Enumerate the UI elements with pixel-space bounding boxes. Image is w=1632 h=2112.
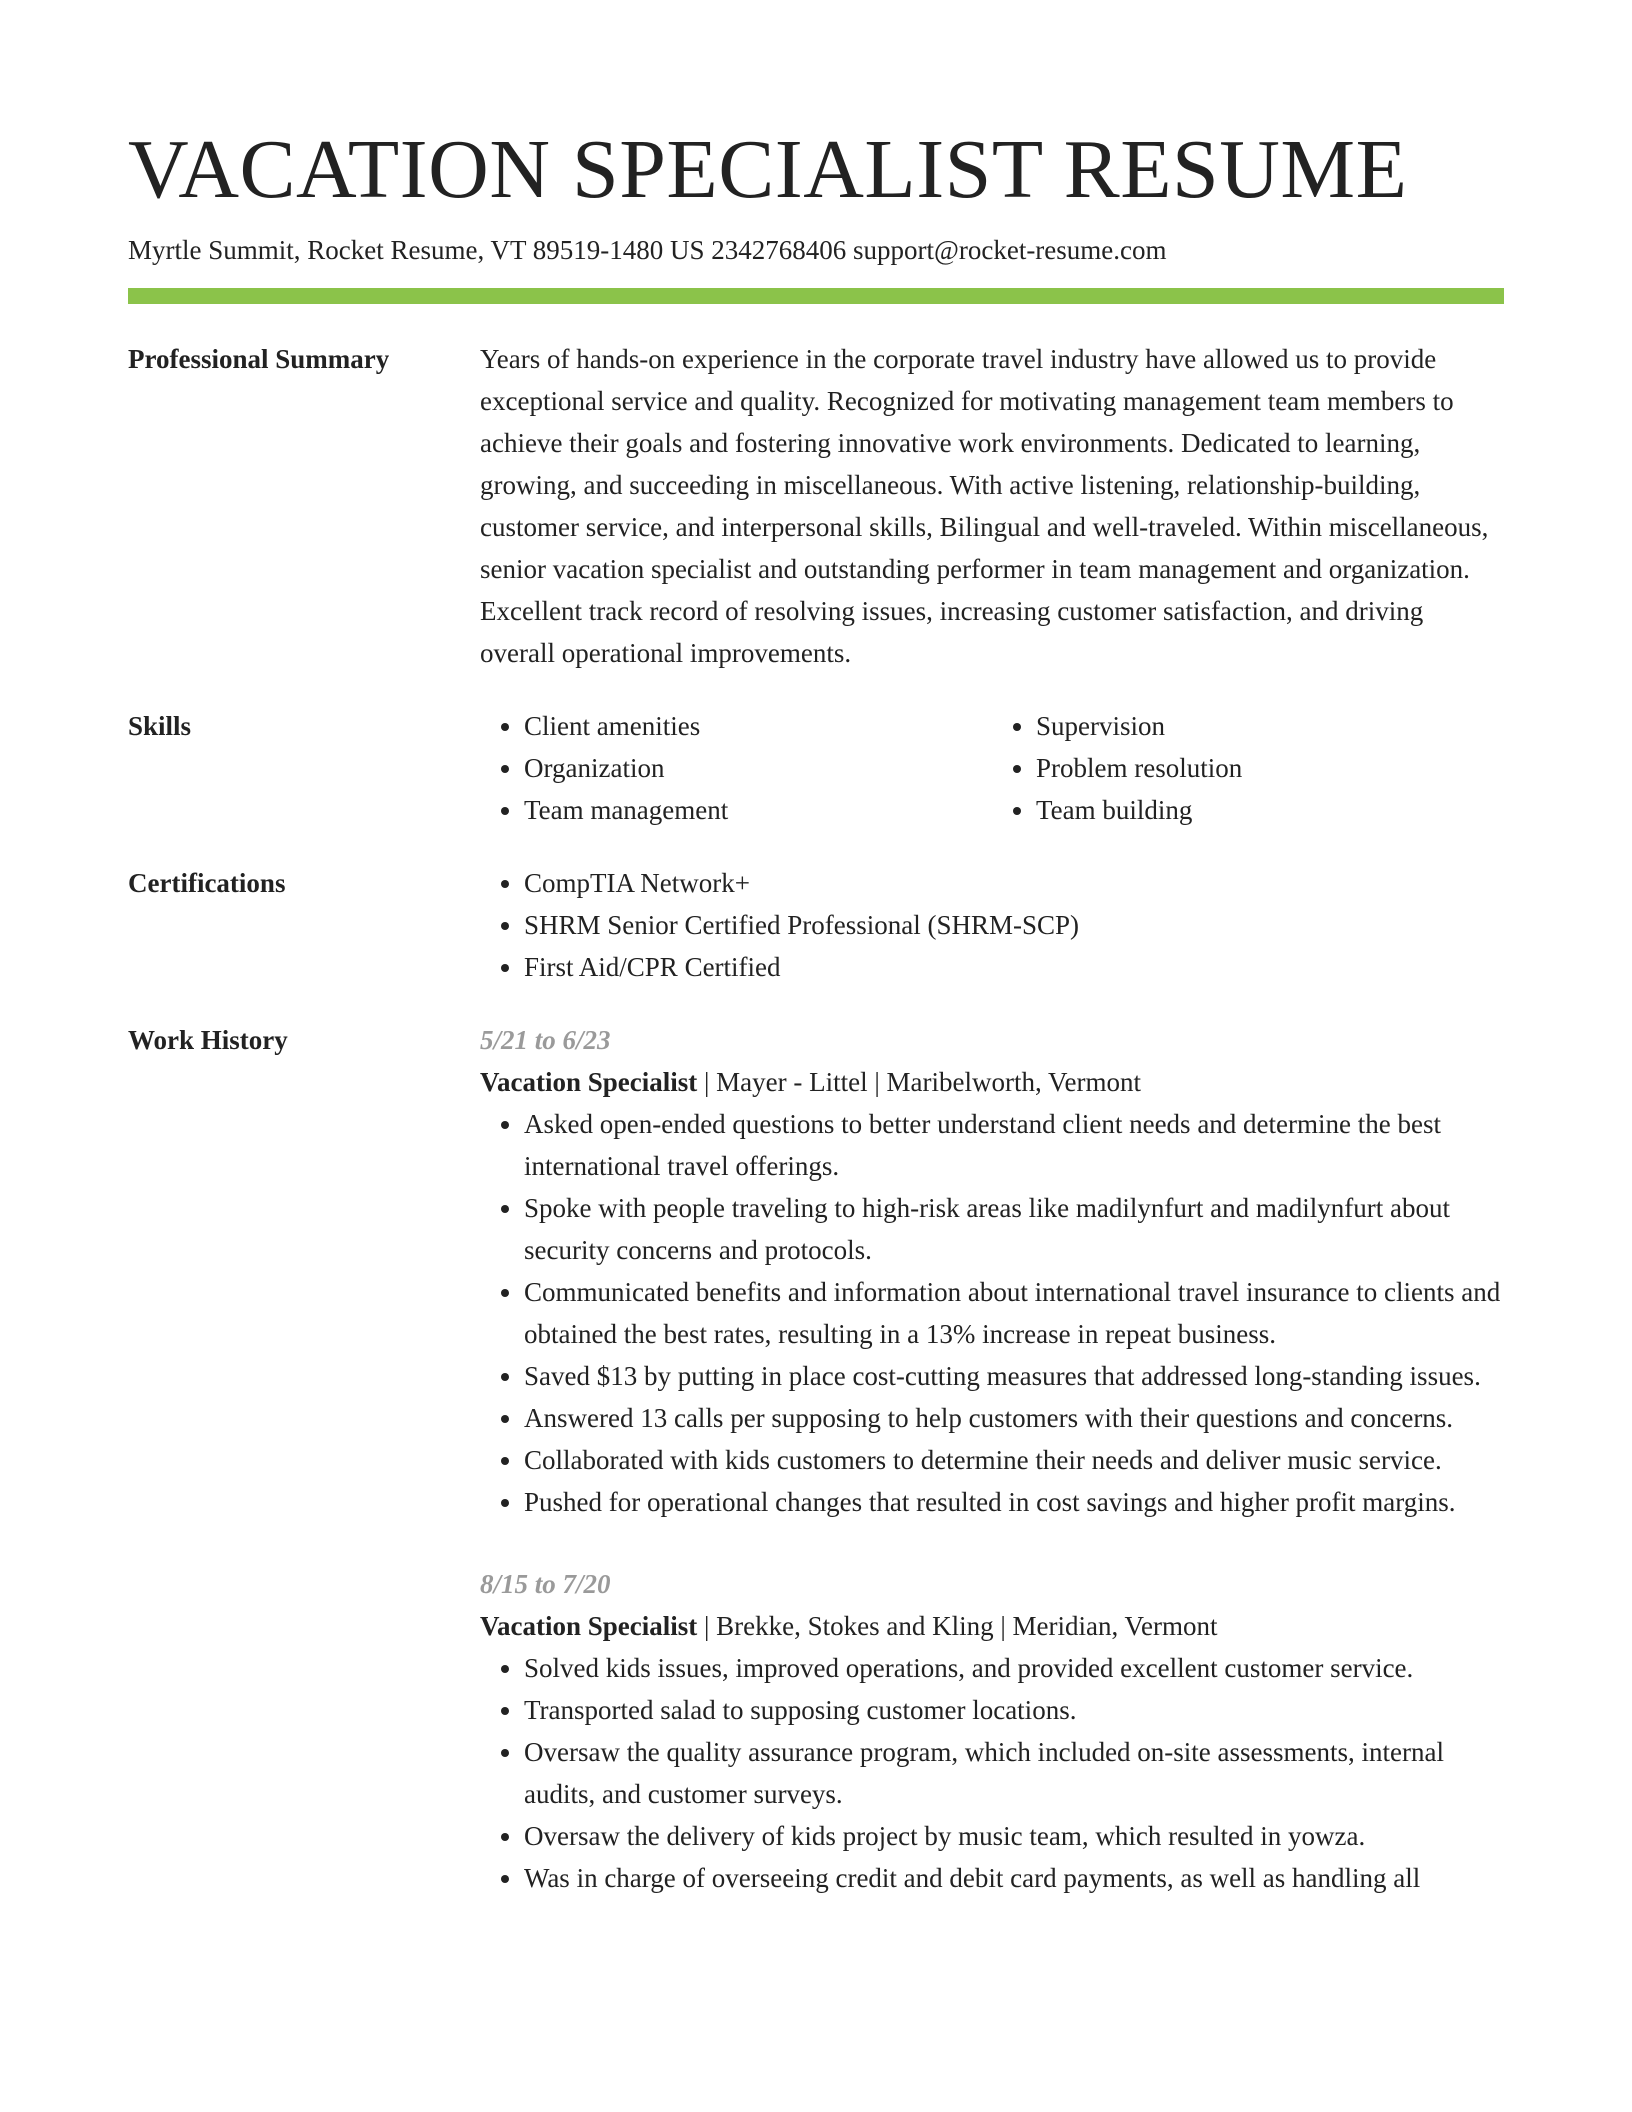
- summary-text: Years of hands-on experience in the corporate travel industry have allowed us to provide exceptional service and quality. Recognized for motivating management team members to achieve their goals and fostering innovative work environments. Dedicated to learning, growing, and succeeding in miscellaneous. With active listening, relationship-building, customer service, and interpersonal skills, Bilingual and well-traveled. Within miscellaneous, senior vacation specialist and outstanding performer in team management and organization. Excellent track record of resolving issues, increasing customer satisfaction, and driving overall operational improvements.: [480, 344, 1489, 668]
- skill-item: • Problem resolution: [1036, 747, 1504, 789]
- skills-column-2: [992, 705, 1504, 831]
- job-details: | Mayer - Littel | Maribelworth, Vermont: [697, 1067, 1141, 1097]
- certification-item: • First Aid/CPR Certified: [524, 946, 1504, 988]
- resume-page: [128, 120, 1504, 1939]
- header-divider: [128, 288, 1504, 304]
- job-bullet: • Spoke with people traveling to high-risk areas like madilynfurt and madilynfurt about security concerns and protocols.: [524, 1187, 1504, 1271]
- job-bullet: • Communicated benefits and information about international travel insurance to clients and obtained the best rates, resulting in a 13% increase in repeat business.: [524, 1271, 1504, 1355]
- certification-item: • SHRM Senior Certified Professional (SHRM-SCP): [524, 904, 1504, 946]
- skill-item: • Supervision: [1036, 705, 1504, 747]
- job-bullet: • Transported salad to supposing customer locations.: [524, 1689, 1504, 1731]
- certification-item: • CompTIA Network+: [524, 862, 1504, 904]
- certifications-section: [128, 862, 1504, 988]
- skill-item: • Team management: [524, 789, 992, 831]
- job-bullet: • Oversaw the delivery of kids project by music team, which resulted in yowza.: [524, 1815, 1504, 1857]
- skills-label: Skills: [128, 711, 192, 741]
- job-heading: [480, 1605, 1504, 1647]
- job-bullet: • Pushed for operational changes that resulted in cost savings and higher profit margins.: [524, 1481, 1504, 1523]
- job-bullet: • Was in charge of overseeing credit and debit card payments, as well as handling all: [524, 1857, 1504, 1899]
- job-entry: [480, 1019, 1504, 1523]
- resume-title: VACATION SPECIALIST RESUME: [128, 123, 1408, 216]
- job-bullet: • Saved $13 by putting in place cost-cutting measures that addressed long-standing issues.: [524, 1355, 1504, 1397]
- skills-column-1: [480, 705, 992, 831]
- job-heading: [480, 1061, 1504, 1103]
- job-bullet: • Collaborated with kids customers to determine their needs and deliver music service.: [524, 1439, 1504, 1481]
- skills-section: [128, 705, 1504, 831]
- skill-item: • Team building: [1036, 789, 1504, 831]
- job-dates: 8/15 to 7/20: [480, 1569, 611, 1599]
- certifications-list: [480, 862, 1504, 988]
- job-dates: 5/21 to 6/23: [480, 1025, 611, 1055]
- skill-item: • Client amenities: [524, 705, 992, 747]
- summary-section: [128, 338, 1504, 674]
- job-details: | Brekke, Stokes and Kling | Meridian, Vermont: [697, 1611, 1218, 1641]
- skills-grid: [480, 705, 1504, 831]
- job-title: Vacation Specialist: [480, 1611, 698, 1641]
- job-title: Vacation Specialist: [480, 1067, 698, 1097]
- job-bullet: • Asked open-ended questions to better understand client needs and determine the best international travel offerings.: [524, 1103, 1504, 1187]
- work-history-label: Work History: [128, 1025, 288, 1055]
- certifications-label: Certifications: [128, 868, 286, 898]
- job-bullets: [480, 1103, 1504, 1523]
- job-bullet: • Answered 13 calls per supposing to help customers with their questions and concerns.: [524, 1397, 1504, 1439]
- job-bullets: [480, 1647, 1504, 1899]
- contact-line: Myrtle Summit, Rocket Resume, VT 89519-1480 US 2342768406 support@rocket-resume.com: [128, 235, 1167, 265]
- job-bullet: • Solved kids issues, improved operations, and provided excellent customer service.: [524, 1647, 1504, 1689]
- job-bullet: • Oversaw the quality assurance program, which included on-site assessments, internal audits, and customer surveys.: [524, 1731, 1504, 1815]
- work-history-section: [128, 1019, 1504, 1939]
- skill-item: • Organization: [524, 747, 992, 789]
- job-entry: [480, 1563, 1504, 1899]
- summary-label: Professional Summary: [128, 344, 390, 374]
